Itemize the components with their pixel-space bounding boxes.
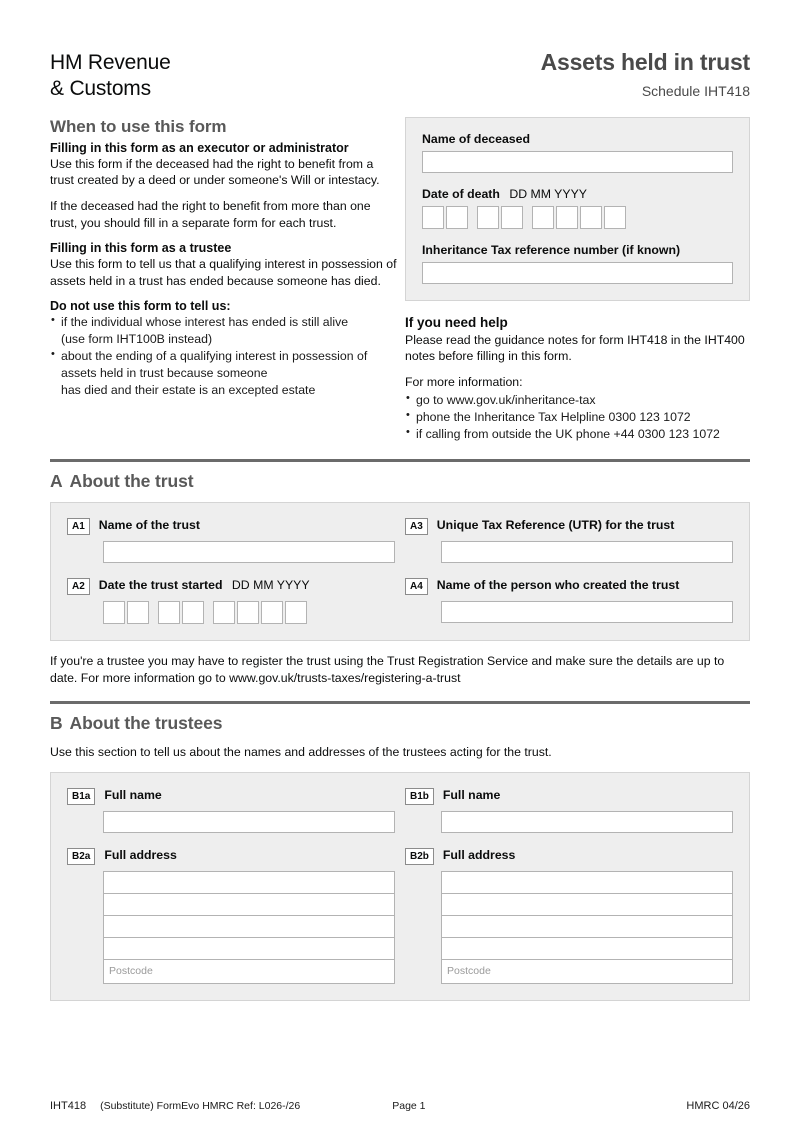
need-help-heading: If you need help: [405, 314, 508, 330]
list-item: • go to www.gov.uk/inheritance-tax: [405, 392, 750, 409]
trustee-2-address-line-3[interactable]: [442, 916, 732, 938]
page-footer: [50, 1100, 750, 1112]
trust-start-date-boxes: [103, 601, 395, 624]
dod-day-2[interactable]: [446, 206, 468, 229]
field-a4-tag: A4: [405, 578, 428, 595]
trustee-subheading: Filling in this form as a trustee: [50, 241, 232, 256]
trustee-2-address-block: [441, 871, 733, 984]
need-help-paragraph-1: Please read the guidance notes for form IHT418 in the IHT400 notes before filling in this form.: [405, 332, 745, 364]
field-b2a-label: Full address: [104, 848, 177, 863]
do-not-use-bullet-1: if the individual whose interest has ended is still alive: [61, 315, 349, 330]
field-b1b-label: Full name: [442, 788, 501, 803]
dod-day-1[interactable]: [422, 206, 444, 229]
iht-reference-input[interactable]: [422, 262, 733, 284]
dod-year-3[interactable]: [580, 206, 602, 229]
trustee-2-full-name-input[interactable]: [441, 811, 733, 833]
trust-utr-input[interactable]: [441, 541, 733, 563]
dod-month-group: [477, 206, 523, 229]
trust-start-year-1[interactable]: [213, 601, 235, 624]
trustee-1-address-line-3[interactable]: [104, 916, 394, 938]
trustee-2-address-line-1[interactable]: [442, 872, 732, 894]
need-help-paragraph-2: For more information:: [405, 375, 523, 390]
date-of-death-hint: DD MM YYYY: [509, 186, 587, 201]
trust-start-year-group: [213, 601, 307, 624]
trust-start-year-3[interactable]: [261, 601, 283, 624]
intro-section: [50, 117, 750, 452]
do-not-use-list: [50, 314, 397, 399]
field-a4: [405, 577, 733, 595]
dod-year-4[interactable]: [604, 206, 626, 229]
iht-reference-label: Inheritance Tax reference number (if known): [422, 242, 681, 257]
deceased-details-panel: [405, 117, 750, 301]
trustee-1-full-name-input[interactable]: [103, 811, 395, 833]
dod-year-1[interactable]: [532, 206, 554, 229]
trust-name-input[interactable]: [103, 541, 395, 563]
field-a2-label: [99, 577, 310, 592]
section-b-heading: [50, 713, 750, 734]
section-b-rule: [50, 701, 750, 704]
field-b1a: [67, 787, 395, 805]
trust-start-day-group: [103, 601, 149, 624]
dod-day-group: [422, 206, 468, 229]
section-b-title: About the trustees: [69, 713, 223, 734]
field-b1a-label: Full name: [104, 788, 162, 803]
need-help-section: [405, 315, 750, 444]
trustee-2-postcode-input[interactable]: Postcode: [447, 965, 491, 978]
section-a: [50, 459, 750, 687]
do-not-use-bullet-2: about the ending of a qualifying interest in possession of assets held in trust because someone: [61, 349, 368, 381]
intro-left-column: [50, 117, 405, 452]
do-not-use-bullet-1-cont: (use form IHT100B instead): [61, 332, 213, 347]
section-a-rule: [50, 459, 750, 462]
executor-paragraph-1: Use this form if the deceased had the right to benefit from a trust created by a deed or under someone's Will or intestacy.: [50, 156, 380, 188]
trustee-1-address-line-2[interactable]: [104, 894, 394, 916]
field-b1b-tag: B1b: [405, 788, 434, 805]
trustee-1-address-line-4[interactable]: [104, 938, 394, 960]
trustee-1-address-line-1[interactable]: [104, 872, 394, 894]
trust-start-day-1[interactable]: [103, 601, 125, 624]
footer-page-number: Page 1: [392, 1100, 426, 1112]
field-a2: [67, 577, 395, 595]
name-of-deceased-label: Name of deceased: [422, 131, 530, 146]
date-of-death-boxes: [422, 206, 733, 229]
title-block: [541, 50, 750, 99]
trust-registration-note: If you're a trustee you may have to register the trust using the Trust Registration Service and make sure the details are up to date. For more information go to www.gov.uk/trusts-taxes/registering-a-trust: [50, 654, 725, 686]
trustee-1-block: [67, 787, 395, 984]
field-a3-tag: A3: [405, 518, 428, 535]
field-b2a: [67, 847, 395, 865]
field-a2-tag: A2: [67, 578, 90, 595]
date-of-death-label-text: Date of death: [422, 186, 500, 201]
field-a1: [67, 517, 395, 535]
executor-subheading: Filling in this form as an executor or administrator: [50, 140, 349, 155]
trust-start-year-4[interactable]: [285, 601, 307, 624]
page-title: Assets held in trust: [540, 49, 750, 75]
field-b2a-tag: B2a: [67, 848, 95, 865]
date-of-death-label: [422, 187, 733, 201]
hmrc-logo-line2: & Customs: [50, 77, 151, 101]
list-item: • if calling from outside the UK phone +44 0300 123 1072: [405, 426, 750, 443]
section-b: [50, 701, 750, 1001]
dod-month-1[interactable]: [477, 206, 499, 229]
field-a2-hint: DD MM YYYY: [231, 578, 310, 593]
section-a-right-column: [405, 517, 733, 624]
name-of-deceased-input[interactable]: [422, 151, 733, 173]
schedule-subtitle: Schedule IHT418: [641, 83, 750, 100]
list-item: [50, 348, 397, 399]
list-item: [50, 314, 397, 348]
section-a-title: About the trust: [69, 471, 194, 492]
footer-form-code: IHT418: [50, 1100, 87, 1112]
executor-paragraph-2: If the deceased had the right to benefit from more than one trust, you should fill in a separate form for each trust.: [50, 199, 371, 231]
trustee-2-block: [405, 787, 733, 984]
dod-month-2[interactable]: [501, 206, 523, 229]
do-not-use-bullet-2-cont: has died and their estate is an excepted estate: [61, 383, 316, 398]
section-b-letter: B: [50, 713, 63, 734]
trust-start-month-2[interactable]: [182, 601, 204, 624]
need-help-list: [405, 392, 750, 443]
field-a4-label: Name of the person who created the trust: [436, 578, 680, 593]
list-item: • phone the Inheritance Tax Helpline 0300 123 1072: [405, 409, 750, 426]
field-b2b-tag: B2b: [405, 848, 434, 865]
dod-year-2[interactable]: [556, 206, 578, 229]
field-b2b: [405, 847, 733, 865]
section-a-panel: [50, 502, 750, 641]
trust-start-month-1[interactable]: [158, 601, 180, 624]
trust-start-year-2[interactable]: [237, 601, 259, 624]
field-b2b-label: Full address: [442, 848, 516, 863]
field-a2-label-text: Date the trust started: [98, 578, 223, 593]
section-a-letter: A: [50, 471, 63, 492]
field-a3-label: Unique Tax Reference (UTR) for the trust: [436, 518, 675, 533]
trustee-paragraph: Use this form to tell us that a qualifying interest in possession of assets held in a trust has ended because someone has died.: [50, 257, 397, 289]
trustee-1-address-block: [103, 871, 395, 984]
trustee-2-address-line-2[interactable]: [442, 894, 732, 916]
field-a1-tag: A1: [67, 518, 90, 535]
section-b-panel: [50, 772, 750, 1001]
field-a3: [405, 517, 733, 535]
footer-hmrc-version: HMRC 04/26: [686, 1100, 750, 1112]
footer-reference: (Substitute) FormEvo HMRC Ref: L026-/26: [100, 1100, 301, 1112]
intro-right-column: [405, 117, 750, 452]
when-to-use-heading: When to use this form: [50, 116, 227, 136]
trust-start-month-group: [158, 601, 204, 624]
trustee-2-address-line-4[interactable]: [442, 938, 732, 960]
do-not-use-subheading: Do not use this form to tell us:: [50, 299, 231, 314]
hmrc-logo-line1: HM Revenue: [50, 51, 171, 74]
hmrc-logo: [50, 50, 171, 103]
field-a1-label: Name of the trust: [98, 518, 200, 533]
section-a-left-column: [67, 517, 395, 624]
trust-start-day-2[interactable]: [127, 601, 149, 624]
trust-creator-name-input[interactable]: [441, 601, 733, 623]
field-b1b: [405, 787, 733, 805]
trustee-1-postcode-input[interactable]: Postcode: [109, 965, 153, 978]
page-header: [50, 0, 750, 103]
section-a-heading: [50, 471, 750, 492]
dod-year-group: [532, 206, 626, 229]
field-b1a-tag: B1a: [67, 788, 95, 805]
section-b-intro: Use this section to tell us about the names and addresses of the trustees acting for the trust.: [50, 745, 552, 760]
